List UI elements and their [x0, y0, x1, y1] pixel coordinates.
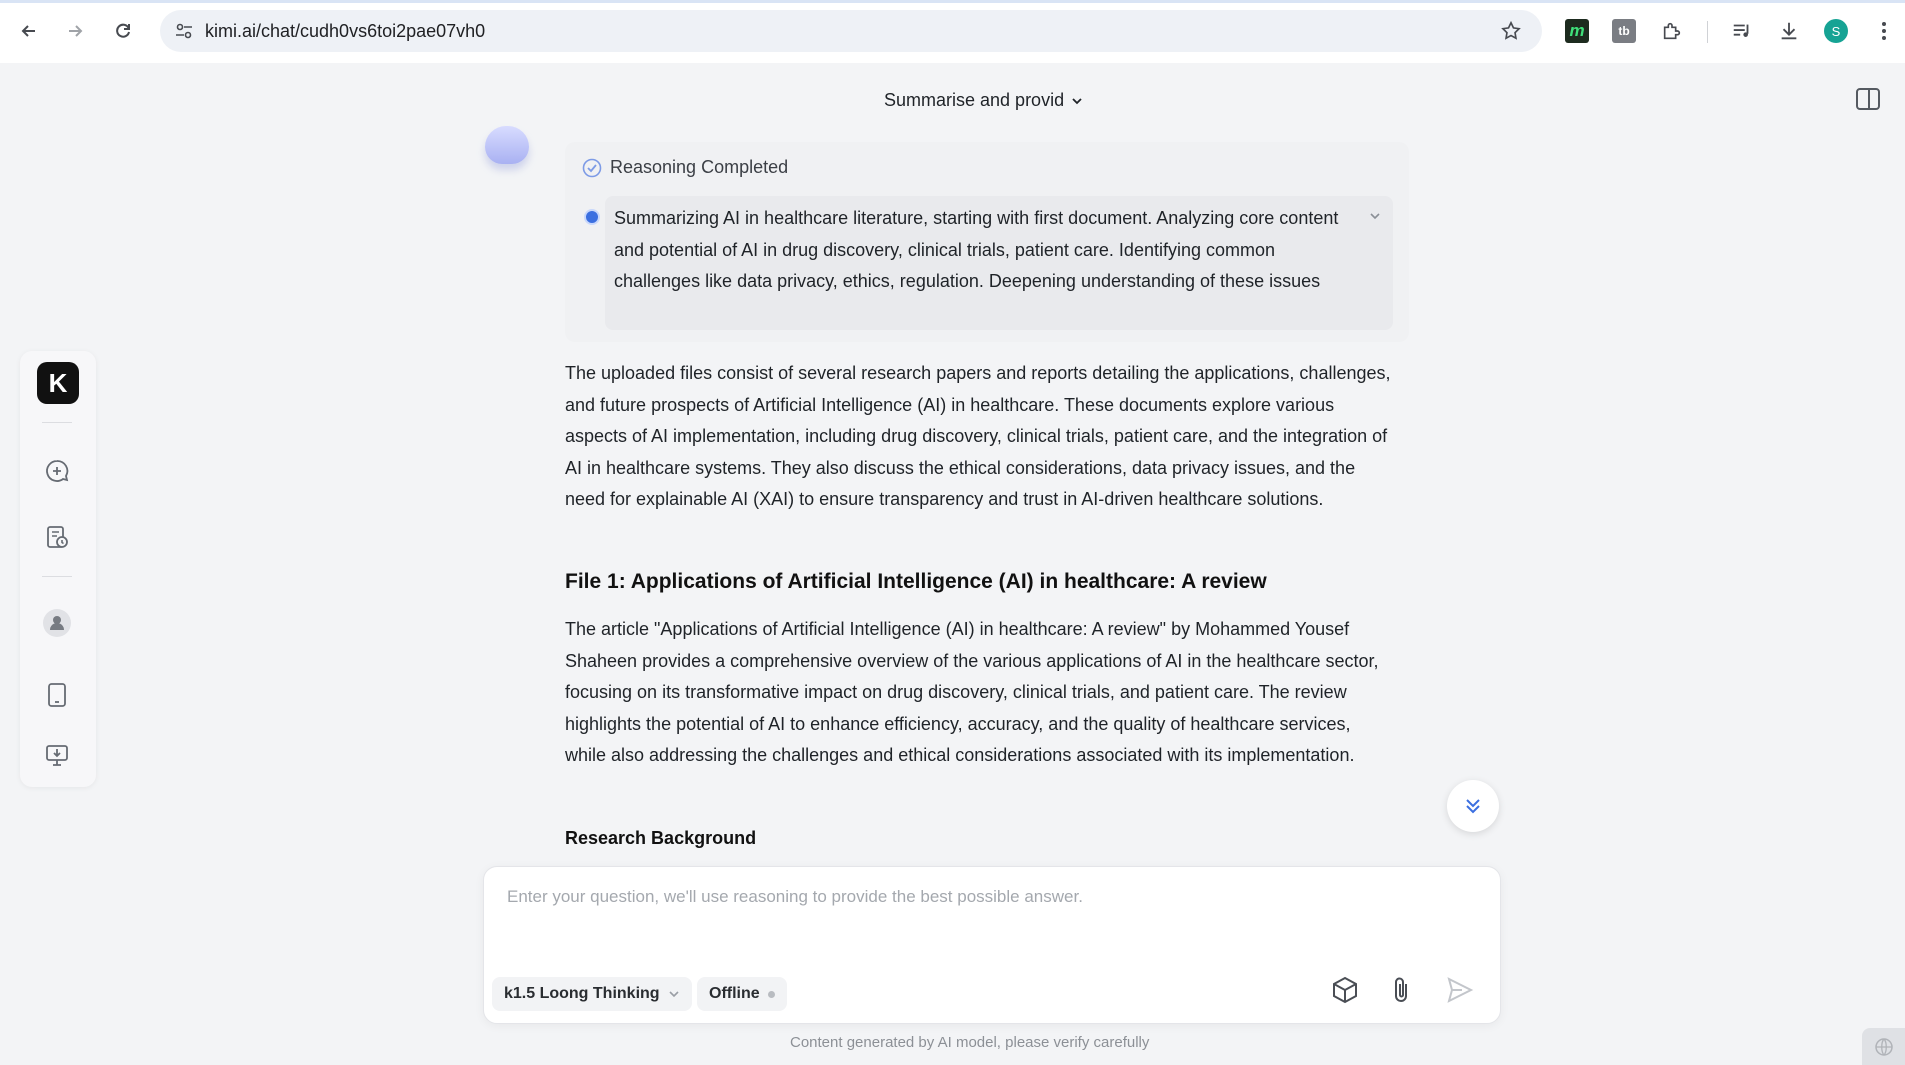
phone-icon: [45, 682, 69, 708]
send-button[interactable]: [1440, 970, 1480, 1010]
double-chevron-down-icon: [1462, 795, 1484, 817]
left-sidebar: [20, 351, 96, 787]
download-icon[interactable]: [1775, 17, 1803, 45]
corner-widget-button[interactable]: [1862, 1028, 1905, 1065]
offline-toggle[interactable]: [697, 977, 787, 1011]
reload-button[interactable]: [108, 16, 138, 46]
paperclip-icon: [1389, 975, 1415, 1005]
collapse-chevron-icon[interactable]: [1367, 208, 1383, 229]
extensions-puzzle-icon[interactable]: [1658, 17, 1686, 45]
history-button[interactable]: [42, 522, 72, 552]
desktop-download-icon: [44, 742, 70, 768]
history-icon: [44, 524, 70, 550]
reload-icon: [113, 21, 133, 41]
kimi-logo[interactable]: [37, 362, 79, 404]
toolbar-divider: [1707, 21, 1708, 43]
profile-initial: S: [1824, 19, 1848, 43]
media-control-icon[interactable]: [1728, 17, 1756, 45]
browser-menu-icon[interactable]: [1870, 17, 1898, 45]
site-settings-icon[interactable]: [174, 21, 194, 46]
check-circle-icon: [582, 158, 602, 178]
question-input[interactable]: [505, 886, 1459, 908]
answer-intro-paragraph: The uploaded files consist of several research papers and reports detailing the applications, challenges, and future prospects of Artificial Intelligence (AI) in healthcare. These documents explore various aspects of AI implementation, including drug discovery, clinical trials, patient care, and the integration of AI in healthcare systems. They also discuss the ethical considerations, data privacy issues, and the need for explainable AI (XAI) to ensure transparency and trust in AI-driven healthcare solutions.: [565, 363, 1391, 509]
browser-toolbar: [0, 0, 1905, 64]
chat-title-dropdown[interactable]: [884, 90, 1084, 111]
globe-icon: [1874, 1037, 1894, 1057]
logo-letter: K: [48, 367, 68, 398]
chat-title: Summarise and provid: [884, 90, 1065, 110]
mobile-app-button[interactable]: [42, 680, 72, 710]
split-view-icon[interactable]: [1855, 87, 1881, 116]
section-subheading: Research Background: [565, 828, 757, 848]
arrow-right-icon: [65, 21, 85, 41]
extension-tb-icon[interactable]: tb: [1610, 17, 1638, 45]
step-bullet-icon: [584, 209, 600, 225]
new-chat-icon: [44, 458, 70, 484]
sidebar-divider: [42, 576, 72, 577]
forward-button[interactable]: [60, 16, 90, 46]
reasoning-status: Reasoning Completed: [610, 157, 789, 177]
attach-button[interactable]: [1382, 970, 1422, 1010]
assistant-avatar: [485, 126, 529, 164]
url-text[interactable]: kimi.ai/chat/cudh0vs6toi2pae07vh0: [205, 21, 486, 41]
chevron-down-icon: [668, 988, 680, 1000]
reasoning-step-text: Summarizing AI in healthcare literature, starting with first document. Analyzing core content and potential of AI in drug discovery, clinical trials, patient care. Identifying common challenges like data privacy, ethics, regulation. Deepening understanding of these issues: [614, 208, 1339, 291]
ai-disclaimer: Content generated by AI model, please verify carefully: [790, 1034, 1150, 1051]
arrow-left-icon: [19, 21, 39, 41]
tools-button[interactable]: [1325, 970, 1365, 1010]
reasoning-header[interactable]: [582, 157, 788, 178]
address-bar[interactable]: [160, 10, 1542, 52]
model-selector[interactable]: [492, 977, 692, 1011]
extension-m-icon[interactable]: m: [1563, 17, 1591, 45]
status-dot-icon: [768, 991, 775, 998]
scroll-to-bottom-button[interactable]: [1447, 780, 1499, 832]
back-button[interactable]: [14, 16, 44, 46]
user-avatar-button[interactable]: [42, 608, 72, 638]
chevron-down-icon: [1070, 94, 1084, 108]
desktop-download-button[interactable]: [42, 740, 72, 770]
new-chat-button[interactable]: [42, 456, 72, 486]
cube-icon: [1330, 975, 1360, 1005]
sidebar-divider: [42, 422, 72, 423]
bookmark-star-icon[interactable]: [1500, 20, 1522, 47]
user-icon: [42, 608, 72, 638]
mode-label: Offline: [709, 985, 760, 1002]
send-icon: [1445, 975, 1475, 1005]
file1-body-paragraph: The article "Applications of Artificial Intelligence (AI) in healthcare: A review" by Mohammed Yousef Shaheen provides a comprehensive overview of the various applications of AI in the healthcare sector, focusing on its transformative impact on drug discovery, clinical trials, and patient care. The review highlights the potential of AI to enhance efficiency, accuracy, and the quality of healthcare services, while also addressing the challenges and ethical considerations associated with its implementation.: [565, 619, 1379, 765]
profile-avatar[interactable]: [1822, 17, 1850, 45]
file1-heading: File 1: Applications of Artificial Intelligence (AI) in healthcare: A review: [565, 570, 1267, 593]
tab-strip-edge: [0, 0, 1905, 3]
model-label: k1.5 Loong Thinking: [504, 985, 660, 1002]
